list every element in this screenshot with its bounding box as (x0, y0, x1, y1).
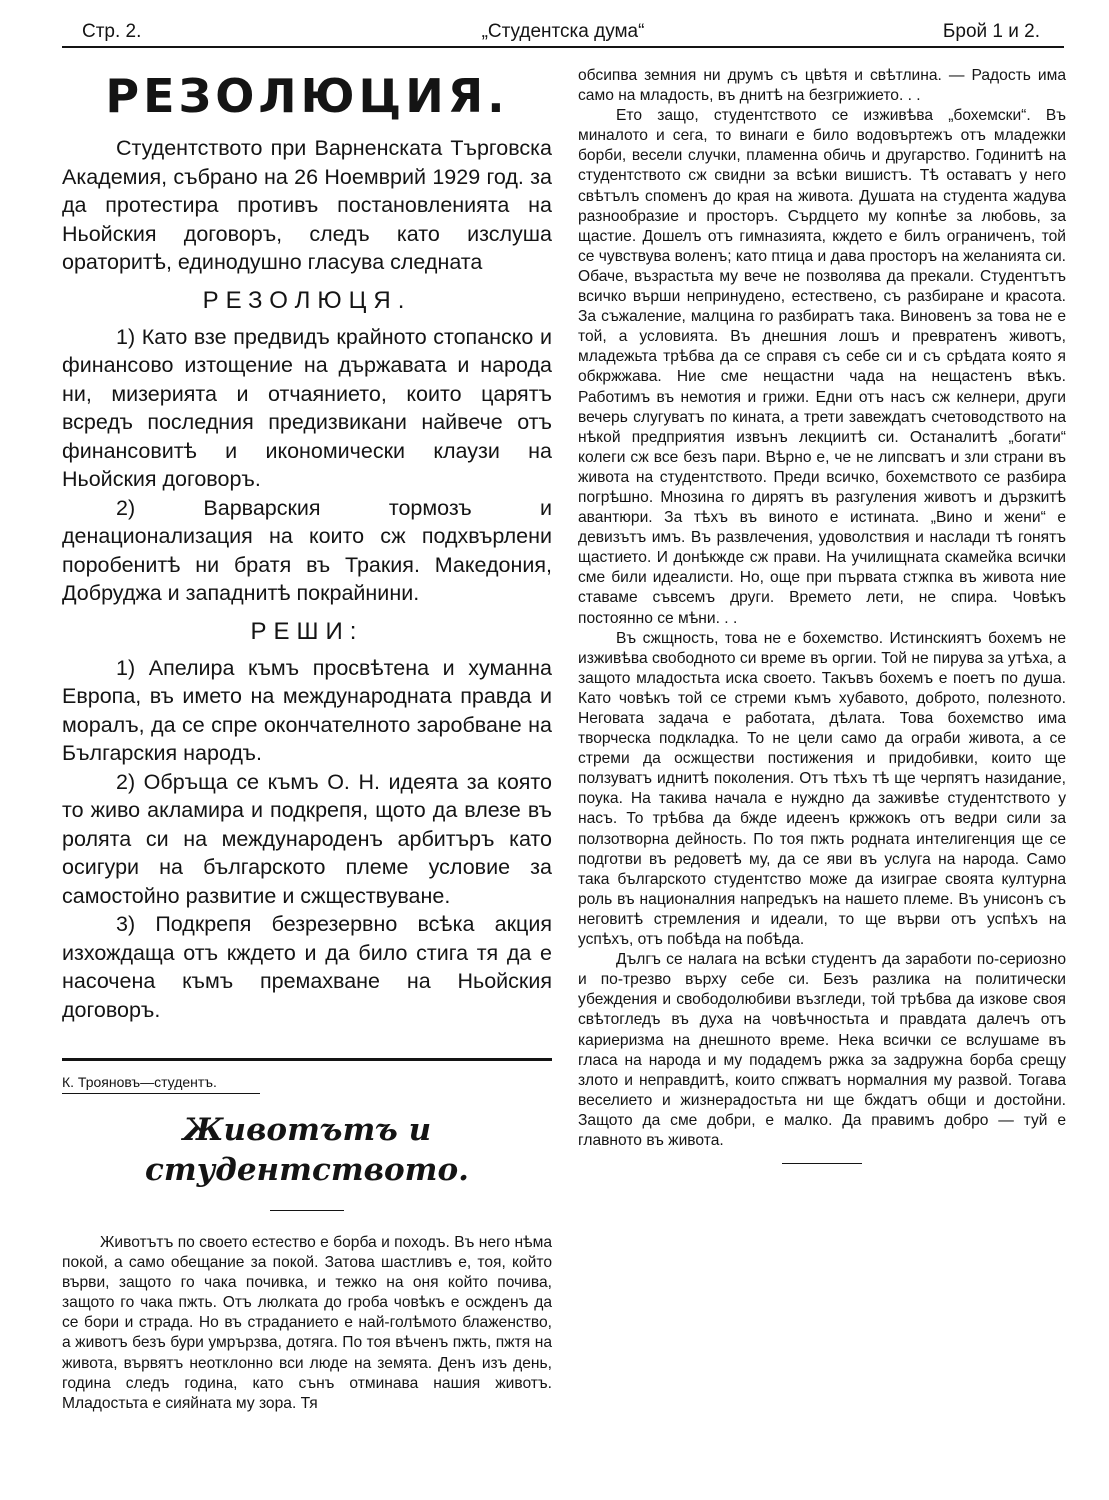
section-divider (62, 1058, 552, 1061)
left-column (62, 68, 552, 1414)
resolution-item: 2) Варварския тормозъ и денационализация на които сж подхвърлени поробенитѣ ни братя въ Тракия. Македония, Добруджа и западнитѣ покрайнини. (62, 495, 552, 605)
article-author: К. Трояновъ—студентъ. (62, 1074, 217, 1090)
article-paragraph: обсипва земния ни друмъ съ цвѣтя и свѣтлина. — Радость има само на младость, въ днитѣ на безгрижието. . . (578, 67, 1066, 105)
author-underline (62, 1093, 260, 1094)
article-end-rule (782, 1163, 862, 1164)
page-number: Стр. 2. (82, 21, 142, 42)
right-column (578, 66, 1066, 1164)
decision-item: 3) Подкрепя безрезервно всѣка акция изхождаща отъ кждето и да било стига тя да е насочена къмъ премахване на Ньойския договоръ. (62, 912, 552, 1022)
article-paragraph: Ето защо, студентството се изживѣва „бохемски“. Въ миналото и сега, то винаги е било водовъртежъ отъ младежки борби, весели случки, пламенна обичь и другарство. Годинитѣ на студентството сж свидни за всѣки вишистъ. Тѣ оставатъ у него свѣтълъ споменъ до края на живота. Душата на студента жадува разнообразие и просторъ. Сърдцето му копнѣе за любовь, за щастие. Дошелъ отъ гимназията, кждето е билъ ограниченъ, той се чувствува воленъ; като птица и дава просторъ на желанията си. Обаче, възрастьта му вече не позволява да прекали. Студентътъ всичко върши непринудено, естествено, съ разбиране и красота. За съжаление, малцина го разбиратъ така. Виновенъ за това не е той, а условията. Въ днешния лошъ и превратенъ животъ, младежьта трѣбва да се справя съ себе си и съ срѣдата която я обкржжава. Ние сме нещастни чада на нещастенъ вѣкъ. Работимъ въ немотия и грижи. Едни отъ насъ сж келнери, други вечерь слугуватъ по кината, а трети завеждатъ счетоводството на нѣкой предприятия извънъ лекциитѣ си. Останалитѣ „богати“ колеги сж все безъ пари. Вѣрно е, че не липсватъ и зли страни въ живота на студентството. Преди всичко, бохемството се разбира погрѣшно. Мнозина го дирятъ въ разгуления животъ и дързкитѣ авантюри. За тѣхъ въ виното е истината. „Вино и жени“ е девизътъ имъ. Въ развлечения, удоволствия и наслади тѣ гонятъ щастието. И донѣкжде сж прави. На училищната скамейка всички сме били идеалисти. Но, още при първата стжпка въ живота ние ставаме съвсемъ други. Времето лети, не спира. Човѣкъ постоянно се мѣни. . . (578, 107, 1067, 627)
issue-number: Брой 1 и 2. (942, 21, 1040, 42)
page-header (62, 20, 1064, 48)
decision-item: 1) Апелира къмъ просвѣтена и хуманна Европа, въ името на международната правда и моралъ, да се спре окончателното заробване на Българския народъ. (62, 655, 552, 765)
resolution-subheading: РЕЗОЛЮЦЯ. (202, 286, 412, 314)
article-paragraph: Животътъ по своето естество е борба и походъ. Въ него нѣма покой, а само обещание за покой. Затова шастливъ е, тоя, който върви, защото го чака почивка, и тежко на оня който почива, защото го чака пжть. Отъ люлката до гроба човѣкъ е осжденъ да се бори и страда. Но въ страданието е най-голѣмото блаженство, а животъ безъ бури умрързва, дотяга. По тоя вѣченъ пжть, пжтя на живота, вървятъ неотклонно вси люде на земята. Денъ изъ день, година следъ година, като сънъ отминава нашия животъ. Младостьта е сияйната му зора. Тя (62, 1234, 552, 1412)
decision-item: 2) Обръща се къмъ О. Н. идеята за която то живо акламира и подкрепя, щото да влезе въ ролята си на международенъ арбитъръ като осигури на българското племе условие за самостойно развитие и сжществуване. (62, 769, 552, 908)
resolution-title: РЕЗОЛЮЦИЯ. (105, 69, 509, 123)
resolution-intro: Студентството при Варненската Търговска Академия, събрано на 26 Ноемврий 1929 год. за да протестира противъ постановленията на Ньойския договоръ, следъ като изслуша ораторитѣ, единодушно гласува следната (62, 136, 552, 274)
resolution-item: 1) Като взе предвидъ крайното стопанско и финансово изтощение на държавата и народа ни, мизерията и отчаянието, които царятъ всредъ последния предизвикани найвече отъ финансовитѣ и икономически клаузи на Ньойския договоръ. (62, 324, 552, 491)
article-title: Животътъ и студентството. (145, 1112, 469, 1188)
article-paragraph: Въ сжщность, това не е бохемство. Истинскиятъ бохемъ не изживѣва свободното си време въ оргии. Той не пирува за утѣха, а защото младостьта иска своето. Такъвъ бохемъ е поетъ по душа. Като човѣкъ той се стреми къмъ хубавото, доброто, полезното. Неговата задача е работата, дѣлата. Това бохемство има творческа подкладка. То не цели само да ограби живота, а се стреми да осжществи постижения и придобивки, които ще ползуватъ иднитѣ поколения. Отъ тѣхъ тѣ ще черпятъ назидание, поука. На такива начала е нуждно да заживѣе студентството у насъ. То трѣбва да бжде идеенъ кржжокъ отъ ведри сили за ползотворна дейность. По тоя пжть родната интелигенция ще се подготви въ редоветѣ му, да се яви въ услуга на народа. Само така българското студентство може да изиграе своята културна роль въ националния напредъкъ на нашето племе. Въ унисонъ съ неговитѣ стремления и идеали, то ще върви отъ успѣхъ на успѣхъ, отъ побѣда на побѣда. (578, 629, 1066, 949)
article-paragraph: Дългъ се налага на всѣки студентъ да заработи по-сериозно и по-трезво върху себе си. Безъ разлика на политически убеждения и свободолюбиви възгледи, той трѣбва да изкове своя свѣтогледъ въ духа на човѣчностьта и правдата далечъ отъ кариеризма на днешното време. Нека всички се вслушаме въ гласа на народа и му подадемъ ржка за задружна борба срещу злото и неправдитѣ, които спжватъ нормалния му развой. Тогава веселието и жизнерадостьта ни ще бждатъ общи и достойни. Защото да сме добри, е малко. Да правимъ добро — туй е главното въ живота. (578, 951, 1066, 1149)
decided-heading: РЕШИ: (250, 617, 364, 645)
title-divider (270, 1210, 344, 1211)
newspaper-name: „Студентска дума“ (481, 21, 645, 42)
